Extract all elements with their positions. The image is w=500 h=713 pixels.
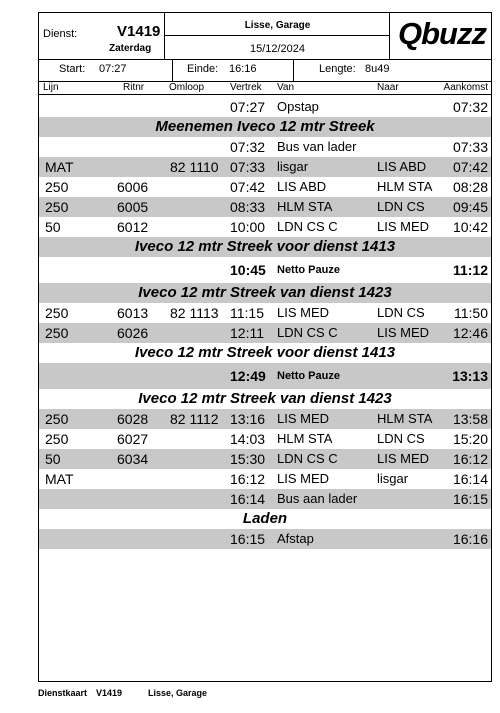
ritnr-cell: 6006	[117, 179, 149, 195]
section-title-row	[39, 343, 491, 363]
col-naar: Naar	[377, 82, 399, 93]
lijn-cell: 250	[45, 305, 69, 321]
aankomst-cell: 07:33	[452, 139, 488, 155]
section-title-row	[39, 283, 491, 303]
naar-cell: LDN CS	[377, 199, 425, 214]
column-header	[39, 81, 491, 95]
section-title-row	[39, 389, 491, 409]
dienst-label: Dienst:	[43, 28, 78, 40]
vertrek-cell: 07:27	[230, 99, 266, 115]
ritnr-cell: 6034	[117, 451, 149, 467]
naar-cell: LDN CS	[377, 431, 425, 446]
aankomst-cell: 08:28	[452, 179, 488, 195]
aankomst-cell: 07:42	[452, 159, 488, 175]
aankomst-cell: 13:58	[452, 411, 488, 427]
van-cell: HLM STA	[277, 431, 333, 446]
van-cell: LIS ABD	[277, 179, 327, 194]
ritnr-cell: 6012	[117, 219, 149, 235]
van-cell: HLM STA	[277, 199, 333, 214]
date: 15/12/2024	[249, 43, 306, 55]
aankomst-cell: 07:32	[452, 99, 488, 115]
vertrek-cell: 16:12	[230, 471, 266, 487]
vertrek-cell: 16:15	[230, 531, 266, 547]
van-cell: Bus van lader	[277, 139, 357, 154]
times-row	[39, 60, 491, 80]
van-cell: Netto Pauze	[277, 370, 340, 382]
lengte-label: Lengte:	[319, 63, 356, 75]
vertrek-cell: 10:45	[230, 262, 266, 278]
vertrek-cell: 07:33	[230, 159, 266, 175]
section-title-row	[39, 237, 491, 257]
trip-row	[39, 489, 491, 509]
schedule-rows	[39, 97, 491, 549]
ritnr-cell: 6027	[117, 431, 149, 447]
lijn-cell: 250	[45, 199, 69, 215]
aankomst-cell: 11:12	[452, 262, 488, 278]
trip-row	[39, 177, 491, 197]
trip-row	[39, 449, 491, 469]
omloop-cell: 82 1113	[170, 305, 219, 321]
vertrek-cell: 12:49	[230, 368, 266, 384]
section-title: Iveco 12 mtr Streek van dienst 1423	[138, 390, 392, 407]
ritnr-cell: 6026	[117, 325, 149, 341]
section-title-row	[39, 117, 491, 137]
trip-row	[39, 323, 491, 343]
van-cell: LDN CS C	[277, 451, 338, 466]
van-cell: LIS MED	[277, 471, 330, 486]
naar-cell: HLM STA	[377, 411, 433, 426]
lijn-cell: 250	[45, 431, 69, 447]
lengte-value: 8u49	[365, 63, 390, 75]
vertrek-cell: 08:33	[230, 199, 266, 215]
header-rule	[165, 35, 390, 36]
section-title-row	[39, 509, 491, 529]
naar-cell: LIS MED	[377, 219, 430, 234]
trip-row	[39, 97, 491, 117]
lijn-cell: MAT	[45, 159, 74, 175]
col-lijn: Lijn	[43, 82, 59, 93]
aankomst-cell: 15:20	[452, 431, 488, 447]
vertrek-cell: 14:03	[230, 431, 266, 447]
lijn-cell: 50	[45, 451, 61, 467]
trip-row	[39, 137, 491, 157]
times-divider	[172, 60, 173, 81]
col-ritnr: Ritnr	[123, 82, 145, 93]
vertrek-cell: 07:42	[230, 179, 266, 195]
omloop-cell: 82 1110	[170, 159, 219, 175]
naar-cell: HLM STA	[377, 179, 433, 194]
dienst-number: V1419	[117, 23, 161, 40]
trip-row	[39, 217, 491, 237]
aankomst-cell: 10:42	[452, 219, 488, 235]
trip-row	[39, 429, 491, 449]
van-cell: Bus aan lader	[277, 491, 358, 506]
dienstkaart-sheet	[38, 12, 492, 682]
ritnr-cell: 6005	[117, 199, 149, 215]
trip-row	[39, 303, 491, 323]
col-van: Van	[277, 82, 295, 93]
section-title: Iveco 12 mtr Streek voor dienst 1413	[134, 344, 396, 361]
lijn-cell: 50	[45, 219, 61, 235]
qbuzz-logo: Qbuzz	[398, 16, 486, 51]
aankomst-cell: 12:46	[452, 325, 488, 341]
header	[39, 13, 491, 89]
footer-label: Dienstkaart	[38, 688, 88, 698]
einde-time: 16:16	[229, 63, 257, 75]
col-vertrek: Vertrek	[230, 82, 262, 93]
location: Lisse, Garage	[244, 20, 311, 31]
vertrek-cell: 16:14	[230, 491, 266, 507]
day-label: Zaterdag	[109, 43, 152, 54]
vertrek-cell: 07:32	[230, 139, 266, 155]
aankomst-cell: 16:15	[452, 491, 488, 507]
aankomst-cell: 09:45	[452, 199, 488, 215]
trip-row	[39, 529, 491, 549]
vertrek-cell: 13:16	[230, 411, 266, 427]
naar-cell: LIS MED	[377, 325, 430, 340]
omloop-cell: 82 1112	[170, 411, 219, 427]
aankomst-cell: 16:16	[452, 531, 488, 547]
van-cell: LIS MED	[277, 411, 330, 426]
einde-label: Einde:	[187, 63, 219, 75]
trip-row	[39, 469, 491, 489]
aankomst-cell: 16:14	[452, 471, 488, 487]
aankomst-cell: 13:13	[452, 368, 488, 384]
lijn-cell: MAT	[45, 471, 74, 487]
trip-row	[39, 409, 491, 429]
vertrek-cell: 12:11	[230, 325, 264, 341]
ritnr-cell: 6028	[117, 411, 149, 427]
lijn-cell: 250	[45, 179, 69, 195]
aankomst-cell: 16:12	[452, 451, 488, 467]
vertrek-cell: 11:15	[230, 305, 264, 321]
pause-row	[39, 257, 491, 283]
section-title: Meenemen Iveco 12 mtr Streek	[155, 118, 375, 135]
vertrek-cell: 10:00	[230, 219, 266, 235]
lijn-cell: 250	[45, 411, 69, 427]
van-cell: Netto Pauze	[277, 264, 340, 276]
ritnr-cell: 6013	[117, 305, 149, 321]
section-title: Iveco 12 mtr Streek voor dienst 1413	[134, 238, 396, 255]
start-time: 07:27	[99, 63, 127, 75]
van-cell: LDN CS C	[277, 219, 338, 234]
footer-location: Lisse, Garage	[148, 688, 208, 698]
van-cell: lisgar	[277, 159, 309, 174]
lijn-cell: 250	[45, 325, 69, 341]
times-divider	[293, 60, 294, 81]
van-cell: Opstap	[277, 99, 319, 114]
col-aankomst: Aankomst	[443, 82, 488, 93]
naar-cell: LDN CS	[377, 305, 425, 320]
van-cell: Afstap	[277, 531, 314, 546]
van-cell: LIS MED	[277, 305, 330, 320]
naar-cell: LIS MED	[377, 451, 430, 466]
naar-cell: LIS ABD	[377, 159, 427, 174]
footer-dienst: V1419	[96, 688, 123, 698]
trip-row	[39, 197, 491, 217]
pause-row	[39, 363, 491, 389]
col-omloop: Omloop	[169, 82, 205, 93]
start-label: Start:	[59, 63, 86, 75]
trip-row	[39, 157, 491, 177]
aankomst-cell: 11:50	[454, 305, 488, 321]
vertrek-cell: 15:30	[230, 451, 266, 467]
section-title: Iveco 12 mtr Streek van dienst 1423	[138, 284, 392, 301]
van-cell: LDN CS C	[277, 325, 338, 340]
section-title: Laden	[242, 510, 288, 527]
naar-cell: lisgar	[377, 471, 409, 486]
